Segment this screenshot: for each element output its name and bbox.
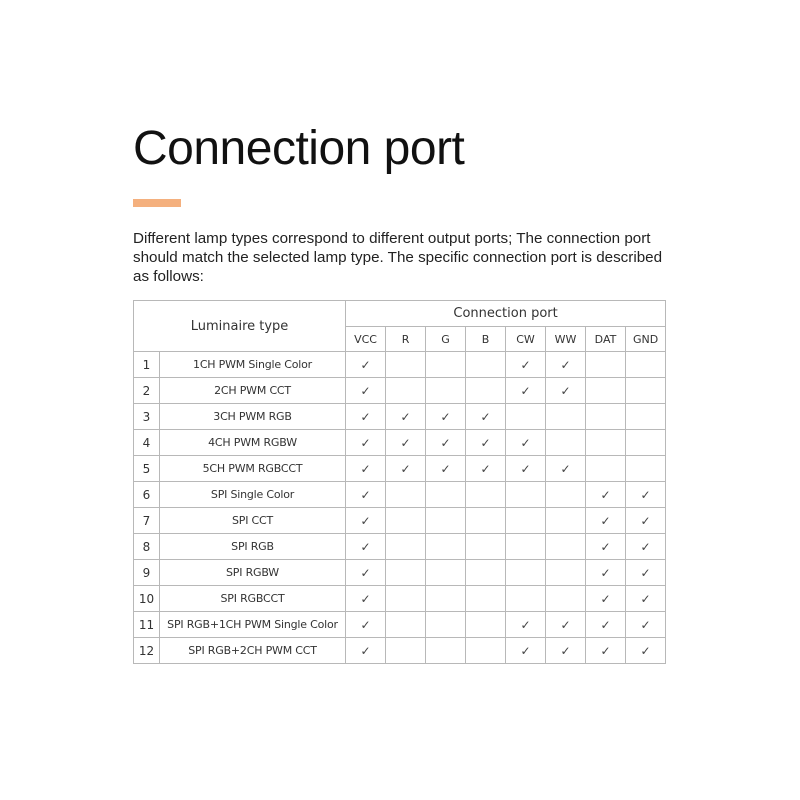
port-cell-b [466,612,506,638]
check-mark-icon: ✓ [600,487,611,502]
port-cell-g [426,534,466,560]
port-cell-ww [546,638,586,664]
port-cell-gnd [626,612,666,638]
port-cell-cw [506,508,546,534]
port-cell-cw [506,482,546,508]
row-number: 1 [134,352,160,378]
column-header-dat: DAT [586,327,626,352]
port-cell-dat [586,378,626,404]
check-mark-icon: ✓ [640,565,651,580]
row-number: 8 [134,534,160,560]
port-cell-r [386,404,426,430]
check-mark-icon: ✓ [560,357,571,372]
intro-paragraph: Different lamp types correspond to different output ports; The connection port should match the selected lamp type. The specific connection port is described as follows: [133,230,663,285]
port-cell-ww [546,508,586,534]
port-cell-ww [546,612,586,638]
port-cell-r [386,352,426,378]
port-cell-r [386,378,426,404]
row-number: 5 [134,456,160,482]
port-cell-b [466,352,506,378]
check-mark-icon: ✓ [640,617,651,632]
port-cell-gnd [626,508,666,534]
luminaire-type-cell: 3CH PWM RGB [160,404,346,430]
port-cell-vcc [346,508,386,534]
luminaire-type-cell: 4CH PWM RGBW [160,430,346,456]
table-row [134,482,666,508]
check-mark-icon: ✓ [480,435,491,450]
port-cell-dat [586,638,626,664]
table-row [134,560,666,586]
port-cell-gnd [626,430,666,456]
port-cell-cw [506,534,546,560]
connection-port-table [133,300,666,664]
check-mark-icon: ✓ [600,565,611,580]
port-cell-dat [586,456,626,482]
port-cell-dat [586,352,626,378]
port-cell-dat [586,482,626,508]
column-header-cw: CW [506,327,546,352]
check-mark-icon: ✓ [600,513,611,528]
port-cell-b [466,430,506,456]
check-mark-icon: ✓ [520,617,531,632]
page-title: Connection port [133,122,465,175]
check-mark-icon: ✓ [440,461,451,476]
table-row [134,456,666,482]
column-header-b: B [466,327,506,352]
check-mark-icon: ✓ [360,383,371,398]
title-accent-bar [133,199,181,207]
port-cell-ww [546,482,586,508]
port-cell-ww [546,586,586,612]
port-cell-g [426,638,466,664]
port-cell-gnd [626,456,666,482]
row-number: 7 [134,508,160,534]
port-cell-cw [506,456,546,482]
table-row [134,612,666,638]
connection-port-header: Connection port [346,301,666,327]
check-mark-icon: ✓ [640,539,651,554]
check-mark-icon: ✓ [480,461,491,476]
row-number: 11 [134,612,160,638]
port-cell-gnd [626,482,666,508]
port-cell-cw [506,560,546,586]
column-header-ww: WW [546,327,586,352]
port-cell-vcc [346,534,386,560]
port-cell-r [386,430,426,456]
port-cell-gnd [626,378,666,404]
port-cell-dat [586,586,626,612]
port-cell-cw [506,378,546,404]
check-mark-icon: ✓ [360,617,371,632]
check-mark-icon: ✓ [560,643,571,658]
port-cell-gnd [626,586,666,612]
port-cell-b [466,560,506,586]
port-cell-r [386,508,426,534]
port-cell-gnd [626,352,666,378]
row-number: 4 [134,430,160,456]
port-cell-b [466,482,506,508]
row-number: 2 [134,378,160,404]
check-mark-icon: ✓ [360,539,371,554]
port-cell-vcc [346,586,386,612]
port-cell-g [426,456,466,482]
column-header-r: R [386,327,426,352]
port-cell-cw [506,638,546,664]
check-mark-icon: ✓ [440,435,451,450]
port-cell-dat [586,404,626,430]
port-cell-cw [506,612,546,638]
port-cell-dat [586,612,626,638]
check-mark-icon: ✓ [560,461,571,476]
luminaire-type-cell: 1CH PWM Single Color [160,352,346,378]
table-row [134,638,666,664]
check-mark-icon: ✓ [360,513,371,528]
check-mark-icon: ✓ [600,591,611,606]
port-cell-b [466,534,506,560]
port-cell-b [466,404,506,430]
port-cell-vcc [346,482,386,508]
check-mark-icon: ✓ [640,513,651,528]
check-mark-icon: ✓ [600,617,611,632]
port-cell-ww [546,430,586,456]
table-header [134,301,666,352]
port-cell-ww [546,352,586,378]
port-cell-vcc [346,638,386,664]
luminaire-type-cell: SPI RGB [160,534,346,560]
check-mark-icon: ✓ [400,435,411,450]
row-number: 10 [134,586,160,612]
port-cell-r [386,638,426,664]
port-cell-g [426,612,466,638]
port-cell-r [386,586,426,612]
port-cell-cw [506,586,546,612]
port-cell-vcc [346,430,386,456]
port-cell-r [386,612,426,638]
luminaire-type-header: Luminaire type [134,301,346,352]
port-cell-ww [546,378,586,404]
port-cell-r [386,560,426,586]
port-cell-cw [506,430,546,456]
port-cell-g [426,560,466,586]
check-mark-icon: ✓ [360,409,371,424]
check-mark-icon: ✓ [360,461,371,476]
port-cell-b [466,378,506,404]
check-mark-icon: ✓ [520,643,531,658]
table-row [134,586,666,612]
port-cell-vcc [346,456,386,482]
check-mark-icon: ✓ [360,487,371,502]
port-cell-b [466,638,506,664]
port-cell-vcc [346,404,386,430]
luminaire-type-cell: SPI CCT [160,508,346,534]
table-row [134,352,666,378]
port-cell-ww [546,456,586,482]
port-cell-gnd [626,404,666,430]
port-cell-dat [586,560,626,586]
column-header-g: G [426,327,466,352]
check-mark-icon: ✓ [400,409,411,424]
check-mark-icon: ✓ [440,409,451,424]
table-row [134,378,666,404]
check-mark-icon: ✓ [600,539,611,554]
check-mark-icon: ✓ [520,461,531,476]
port-cell-g [426,508,466,534]
port-cell-dat [586,430,626,456]
port-cell-vcc [346,378,386,404]
luminaire-type-cell: SPI Single Color [160,482,346,508]
luminaire-type-cell: SPI RGBCCT [160,586,346,612]
port-cell-r [386,456,426,482]
check-mark-icon: ✓ [640,591,651,606]
check-mark-icon: ✓ [360,357,371,372]
row-number: 12 [134,638,160,664]
port-cell-ww [546,560,586,586]
check-mark-icon: ✓ [360,591,371,606]
table-row [134,534,666,560]
check-mark-icon: ✓ [520,383,531,398]
port-cell-g [426,586,466,612]
row-number: 9 [134,560,160,586]
check-mark-icon: ✓ [360,435,371,450]
port-cell-r [386,482,426,508]
check-mark-icon: ✓ [560,383,571,398]
check-mark-icon: ✓ [480,409,491,424]
port-cell-g [426,430,466,456]
port-cell-g [426,482,466,508]
luminaire-type-cell: SPI RGBW [160,560,346,586]
check-mark-icon: ✓ [520,435,531,450]
check-mark-icon: ✓ [400,461,411,476]
port-cell-g [426,352,466,378]
port-cell-g [426,378,466,404]
luminaire-type-cell: 5CH PWM RGBCCT [160,456,346,482]
check-mark-icon: ✓ [640,643,651,658]
port-cell-b [466,456,506,482]
port-cell-gnd [626,560,666,586]
port-cell-vcc [346,560,386,586]
luminaire-type-cell: SPI RGB+1CH PWM Single Color [160,612,346,638]
check-mark-icon: ✓ [360,565,371,580]
check-mark-icon: ✓ [520,357,531,372]
table-row [134,508,666,534]
table-row [134,404,666,430]
port-cell-r [386,534,426,560]
row-number: 6 [134,482,160,508]
check-mark-icon: ✓ [640,487,651,502]
port-cell-ww [546,404,586,430]
port-cell-vcc [346,352,386,378]
port-cell-dat [586,534,626,560]
luminaire-type-cell: 2CH PWM CCT [160,378,346,404]
table-row [134,430,666,456]
header-row-main [134,301,666,327]
luminaire-type-cell: SPI RGB+2CH PWM CCT [160,638,346,664]
port-cell-g [426,404,466,430]
port-cell-vcc [346,612,386,638]
port-cell-cw [506,352,546,378]
table-body [134,352,666,664]
check-mark-icon: ✓ [560,617,571,632]
port-cell-b [466,586,506,612]
port-cell-gnd [626,534,666,560]
port-cell-ww [546,534,586,560]
check-mark-icon: ✓ [600,643,611,658]
row-number: 3 [134,404,160,430]
port-cell-dat [586,508,626,534]
port-cell-gnd [626,638,666,664]
port-cell-b [466,508,506,534]
column-header-vcc: VCC [346,327,386,352]
column-header-gnd: GND [626,327,666,352]
port-cell-cw [506,404,546,430]
check-mark-icon: ✓ [360,643,371,658]
